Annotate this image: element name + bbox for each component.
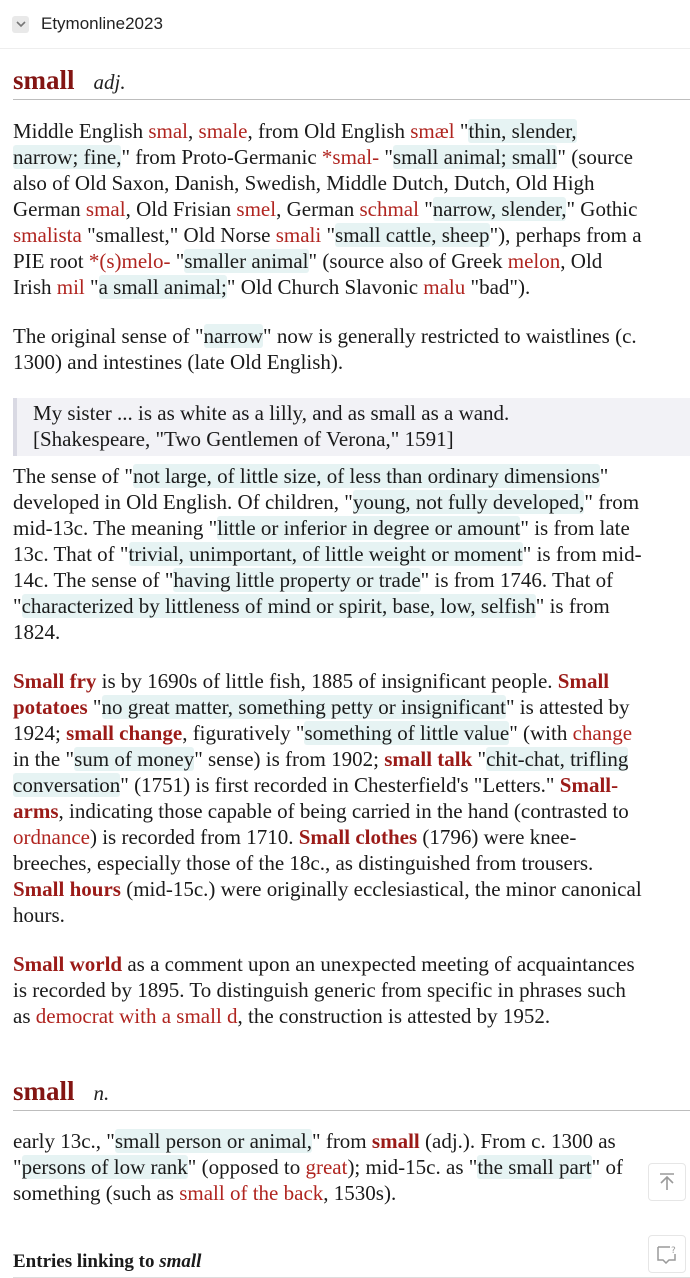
etymology-paragraph-1	[13, 118, 690, 300]
text: " Old Church Slavonic	[226, 275, 424, 299]
entry-word: small	[13, 65, 75, 95]
text: "smallest," Old Norse	[81, 223, 276, 247]
text-line	[13, 694, 690, 720]
quotation-block	[13, 398, 690, 456]
text-line	[13, 824, 690, 850]
gloss-highlight: a small animal;	[98, 275, 227, 299]
linking-word: small	[159, 1251, 202, 1272]
text: 13c. That of "	[13, 542, 129, 566]
cross-reference-link[interactable]: smæl	[410, 119, 455, 143]
phrase-term: potatoes	[13, 695, 88, 719]
text-line	[13, 746, 690, 772]
text: developed in Old English. Of children, "	[13, 490, 353, 514]
text-line	[13, 1154, 690, 1180]
text: also of Old Saxon, Danish, Swedish, Middle Dutch, Dutch, Old High	[13, 171, 595, 195]
text: The sense of "	[13, 464, 133, 488]
etymology-paragraph-noun	[13, 1128, 690, 1206]
gloss-highlight: small person or animal,	[114, 1129, 312, 1153]
text-line	[33, 426, 690, 452]
gloss-highlight: the small part	[477, 1155, 592, 1179]
text: , German	[276, 197, 360, 221]
text: breeches, especially those of the 18c., as distinguished from trousers.	[13, 851, 594, 875]
text-line	[13, 720, 690, 746]
cross-reference-link[interactable]: smal	[85, 197, 126, 221]
etymology-paragraph-2	[13, 323, 690, 375]
gloss-highlight: narrow	[203, 324, 264, 348]
text-line	[13, 1128, 690, 1154]
text: ); mid-15c. as "	[347, 1155, 478, 1179]
gloss-highlight: young, not fully developed,	[352, 490, 585, 514]
text: is recorded by 1895. To distinguish generic from specific in phrases such	[13, 978, 626, 1002]
text: " (source also of Greek	[308, 249, 508, 273]
phrase-term: Small fry	[13, 669, 97, 693]
gloss-highlight: no great matter, something petty or insignificant	[101, 695, 506, 719]
text-line	[13, 798, 690, 824]
text: " from Proto-Germanic	[121, 145, 322, 169]
text: , the construction is attested by 1952.	[237, 1004, 551, 1028]
text: , figuratively "	[182, 721, 305, 745]
text: ) is recorded from 1710.	[89, 825, 299, 849]
text: " from	[584, 490, 640, 514]
gloss-highlight: characterized by littleness of mind or spirit, base, low, selfish	[21, 594, 536, 618]
text-line	[13, 144, 690, 170]
entries-linking-heading	[13, 1251, 690, 1278]
text: "), perhaps from a	[489, 223, 642, 247]
gloss-highlight: conversation	[13, 773, 121, 797]
cross-reference-link[interactable]: schmal	[359, 197, 419, 221]
text: " (1751) is first recorded in Chesterfield's "Letters."	[120, 773, 560, 797]
text: PIE root	[13, 249, 89, 273]
text-line	[13, 463, 690, 489]
text-line	[13, 850, 690, 876]
gloss-highlight: persons of low rank	[21, 1155, 188, 1179]
text: " is from late	[520, 516, 630, 540]
gloss-highlight: sum of money	[74, 747, 195, 771]
text-line	[13, 902, 690, 928]
entry-part-of-speech: n.	[93, 1081, 110, 1105]
text: "	[379, 145, 393, 169]
text-line	[13, 951, 690, 977]
text: "	[418, 197, 433, 221]
scroll-top-button[interactable]	[648, 1163, 686, 1201]
text: " is attested by	[505, 695, 630, 719]
text: (adj.). From c. 1300 as	[419, 1129, 616, 1153]
text-line	[13, 196, 690, 222]
entry-word: small	[13, 1076, 75, 1106]
text: "	[87, 695, 102, 719]
gloss-highlight: thin, slender,	[468, 119, 577, 143]
text-line	[13, 489, 690, 515]
phrase-term: Small hours	[13, 877, 121, 901]
text: "	[13, 1155, 22, 1179]
phrase-term: Small clothes	[298, 825, 418, 849]
cross-reference-link[interactable]: melon	[507, 249, 561, 273]
text: ,	[188, 119, 199, 143]
text: "	[13, 594, 22, 618]
text: " (source	[557, 145, 633, 169]
text-line	[13, 222, 690, 248]
text: " is from mid-	[522, 542, 642, 566]
text: "	[321, 223, 336, 247]
cross-reference-link[interactable]: small of the back	[179, 1181, 324, 1205]
text-line	[13, 772, 690, 798]
text: "	[599, 464, 609, 488]
text: " from	[312, 1129, 372, 1153]
gloss-highlight: smaller animal	[184, 249, 309, 273]
arrow-up-icon	[657, 1172, 677, 1192]
cross-reference-link[interactable]: *smal-	[321, 145, 380, 169]
text: 1824.	[13, 620, 61, 644]
text: [Shakespeare, "Two Gentlemen of Verona," 1591]	[33, 427, 454, 451]
text: "	[84, 275, 99, 299]
text: "bad").	[465, 275, 531, 299]
text-line	[13, 323, 690, 349]
text: , Old	[560, 249, 603, 273]
text: , 1530s).	[323, 1181, 397, 1205]
text: " sense) is from 1902;	[194, 747, 385, 771]
text: " is from 1746. That of	[420, 568, 614, 592]
text-line	[13, 593, 690, 619]
text: 1300) and intestines (late Old English).	[13, 350, 344, 374]
svg-text:?: ?	[671, 1246, 676, 1256]
text: "	[472, 747, 487, 771]
gloss-highlight: chit-chat, trifling	[486, 747, 629, 771]
text-line	[13, 349, 690, 375]
gloss-highlight: narrow; fine,	[13, 145, 122, 169]
text: as	[13, 1004, 36, 1028]
text: " of	[591, 1155, 623, 1179]
text: 1924;	[13, 721, 67, 745]
text: Middle English	[13, 119, 149, 143]
text: early 13c., "	[13, 1129, 115, 1153]
text-line	[13, 118, 690, 144]
text: 14c. The sense of "	[13, 568, 174, 592]
top-bar	[0, 0, 690, 49]
linking-label: Entries linking to	[13, 1251, 160, 1272]
cross-reference-link[interactable]: democrat with a small d	[35, 1004, 238, 1028]
text: " is from	[535, 594, 610, 618]
text: as a comment upon an unexpected meeting of acquaintances	[122, 952, 635, 976]
text-line	[13, 977, 690, 1003]
text: "	[170, 249, 185, 273]
phrase-term: Small-	[559, 773, 619, 797]
gloss-highlight: small animal; small	[392, 145, 558, 169]
text-line	[13, 170, 690, 196]
text: "	[454, 119, 469, 143]
entry-part-of-speech: adj.	[93, 70, 126, 94]
main-content	[0, 65, 690, 1278]
phrase-term: small change	[66, 721, 183, 745]
site-title: Etymonline2023	[41, 14, 163, 33]
feedback-button[interactable]	[648, 1235, 686, 1273]
text-line	[13, 1003, 690, 1029]
text-line	[13, 619, 690, 645]
cross-reference-link[interactable]: smali	[275, 223, 322, 247]
phrase-term: small talk	[384, 747, 473, 771]
cross-reference-link[interactable]: mil	[56, 275, 85, 299]
text-line	[13, 668, 690, 694]
text: , Old Frisian	[125, 197, 237, 221]
text: in the "	[13, 747, 75, 771]
phrase-term: small	[371, 1129, 420, 1153]
text: German	[13, 197, 86, 221]
etymology-paragraph-3	[13, 463, 690, 645]
chevron-down-icon[interactable]	[12, 16, 29, 33]
cross-reference-link[interactable]: *(s)melo-	[88, 249, 171, 273]
text: " Gothic	[566, 197, 638, 221]
text: The original sense of "	[13, 324, 204, 348]
cross-reference-link[interactable]: smal	[148, 119, 189, 143]
text: Irish	[13, 275, 57, 299]
gloss-highlight: small cattle, sheep	[335, 223, 490, 247]
text-line	[13, 876, 690, 902]
cross-reference-link[interactable]: smel	[236, 197, 277, 221]
text: My sister ... is as white as a lilly, and as small as a wand.	[33, 401, 510, 425]
text-line	[13, 1180, 690, 1206]
text: mid-13c. The meaning "	[13, 516, 218, 540]
gloss-highlight: having little property or trade	[173, 568, 421, 592]
text: (1796) were knee-	[417, 825, 577, 849]
phrase-term: arms	[13, 799, 59, 823]
cross-reference-link[interactable]: smale	[198, 119, 248, 143]
text: , from Old English	[247, 119, 411, 143]
text: , indicating those capable of being carried in the hand (contrasted to	[58, 799, 629, 823]
text: " (with	[509, 721, 573, 745]
cross-reference-link[interactable]: great	[305, 1155, 348, 1179]
phrase-term: Small	[557, 669, 610, 693]
text-line	[13, 248, 690, 274]
cross-reference-link[interactable]: ordnance	[13, 825, 90, 849]
entry-header-adj	[13, 65, 690, 100]
etymology-paragraph-5	[13, 951, 690, 1029]
text-line	[13, 515, 690, 541]
gloss-highlight: little or inferior in degree or amount	[217, 516, 521, 540]
phrase-term: Small world	[13, 952, 123, 976]
text-line	[13, 567, 690, 593]
gloss-highlight: something of little value	[304, 721, 510, 745]
text: " now is generally restricted to waistlines (c.	[263, 324, 637, 348]
text: " (opposed to	[187, 1155, 306, 1179]
text: is by 1690s of little fish, 1885 of insignificant people.	[96, 669, 558, 693]
text: hours.	[13, 903, 65, 927]
cross-reference-link[interactable]: change	[572, 721, 633, 745]
text: something (such as	[13, 1181, 180, 1205]
text-line	[33, 400, 690, 426]
text: (mid-15c.) were originally ecclesiastical, the minor canonical	[120, 877, 642, 901]
gloss-highlight: trivial, unimportant, of little weight or moment	[128, 542, 523, 566]
cross-reference-link[interactable]: smalista	[13, 223, 82, 247]
entry-header-noun	[13, 1076, 690, 1111]
feedback-icon	[656, 1244, 678, 1264]
gloss-highlight: not large, of little size, of less than ordinary dimensions	[132, 464, 600, 488]
gloss-highlight: narrow, slender,	[432, 197, 567, 221]
etymology-paragraph-4	[13, 668, 690, 928]
text-line	[13, 541, 690, 567]
cross-reference-link[interactable]: malu	[423, 275, 466, 299]
text-line	[13, 274, 690, 300]
